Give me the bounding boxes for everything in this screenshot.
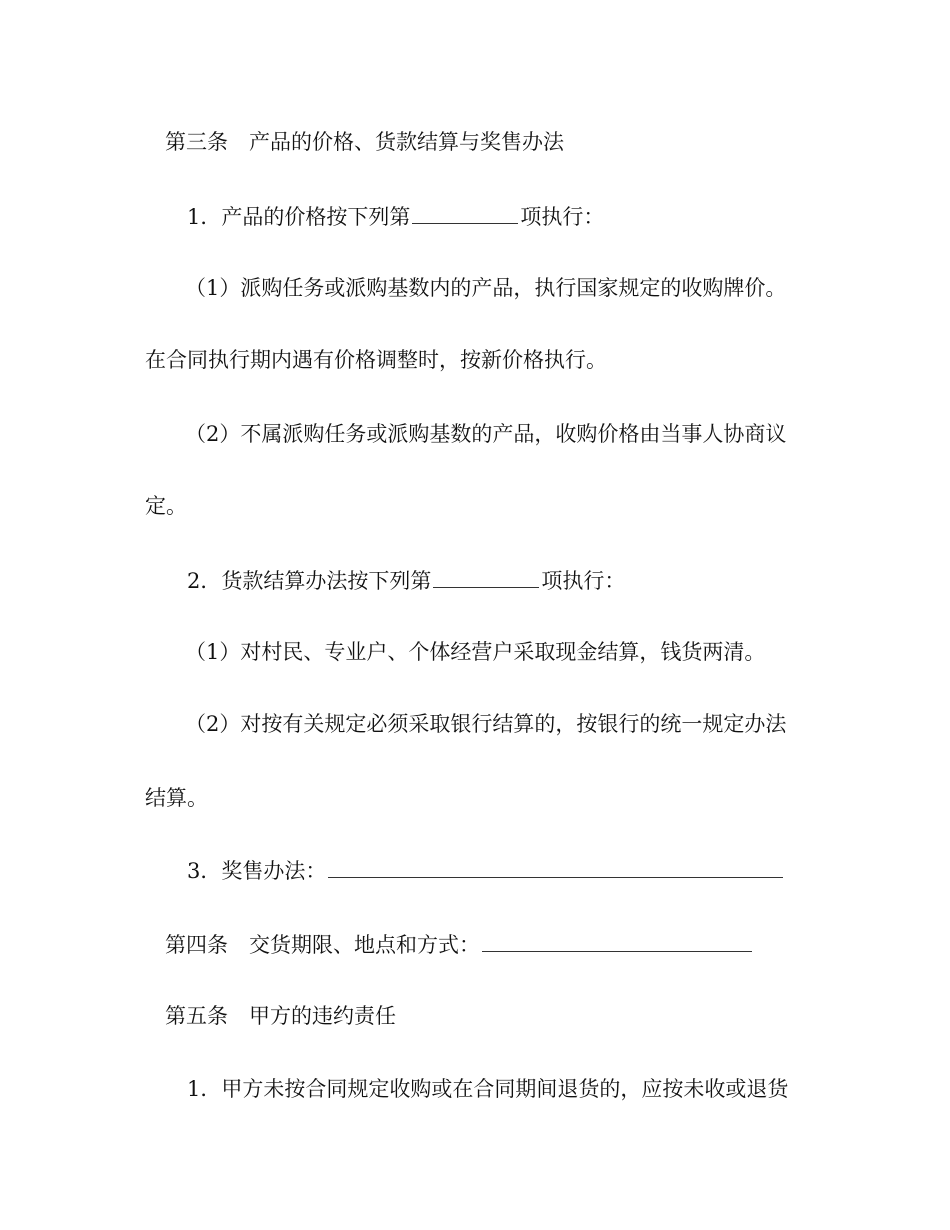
clause-2-item-1: [0, 637, 950, 667]
clause-1-item-1-text: （1）派购任务或派购基数内的产品，执行国家规定的收购牌价。: [185, 276, 787, 300]
clause-2-text: 2．货款结算办法按下列第: [187, 569, 432, 593]
article-4: [0, 929, 950, 960]
clause-1-item-2: [0, 419, 950, 449]
article-4-text: 第四条 交货期限、地点和方式：: [165, 933, 480, 957]
clause-2-item-2: [0, 709, 950, 739]
article-5-title: [0, 1001, 950, 1031]
clause-1-item-2-cont-text: 定。: [145, 494, 187, 518]
clause-1-item-1-cont-text: 在合同执行期内遇有价格调整时，按新价格执行。: [145, 348, 607, 372]
clause-1-suffix: 项执行：: [520, 205, 605, 229]
delivery-terms-blank[interactable]: [482, 929, 752, 952]
article-5-clause-1: [0, 1074, 950, 1104]
article-3-title: [0, 127, 950, 157]
clause-2-payment: [0, 565, 950, 596]
award-method-blank[interactable]: [328, 855, 783, 878]
clause-2-suffix: 项执行：: [541, 569, 626, 593]
price-option-blank[interactable]: [412, 201, 518, 224]
clause-1-price: [0, 201, 950, 232]
clause-1-item-1-continued: [0, 345, 950, 375]
article-5-title-text: 第五条 甲方的违约责任: [165, 1004, 396, 1028]
clause-2-item-1-text: （1）对村民、专业户、个体经营户采取现金结算，钱货两清。: [185, 640, 766, 664]
clause-1-text: 1．产品的价格按下列第: [187, 205, 411, 229]
clause-1-item-1: [0, 273, 950, 303]
clause-2-item-2-text: （2）对按有关规定必须采取银行结算的，按银行的统一规定办法: [185, 712, 787, 736]
clause-3-text: 3．奖售办法：: [187, 859, 327, 883]
clause-3-award: [0, 855, 950, 886]
article-5-clause-1-text: 1．甲方未按合同规定收购或在合同期间退货的，应按未收或退货: [187, 1077, 789, 1101]
clause-1-item-2-continued: [0, 491, 950, 521]
article-3-title-text: 第三条 产品的价格、货款结算与奖售办法: [165, 130, 564, 154]
clause-2-item-2-continued: [0, 783, 950, 813]
payment-option-blank[interactable]: [433, 565, 539, 588]
clause-2-item-2-cont-text: 结算。: [145, 786, 208, 810]
clause-1-item-2-text: （2）不属派购任务或派购基数的产品，收购价格由当事人协商议: [185, 422, 787, 446]
